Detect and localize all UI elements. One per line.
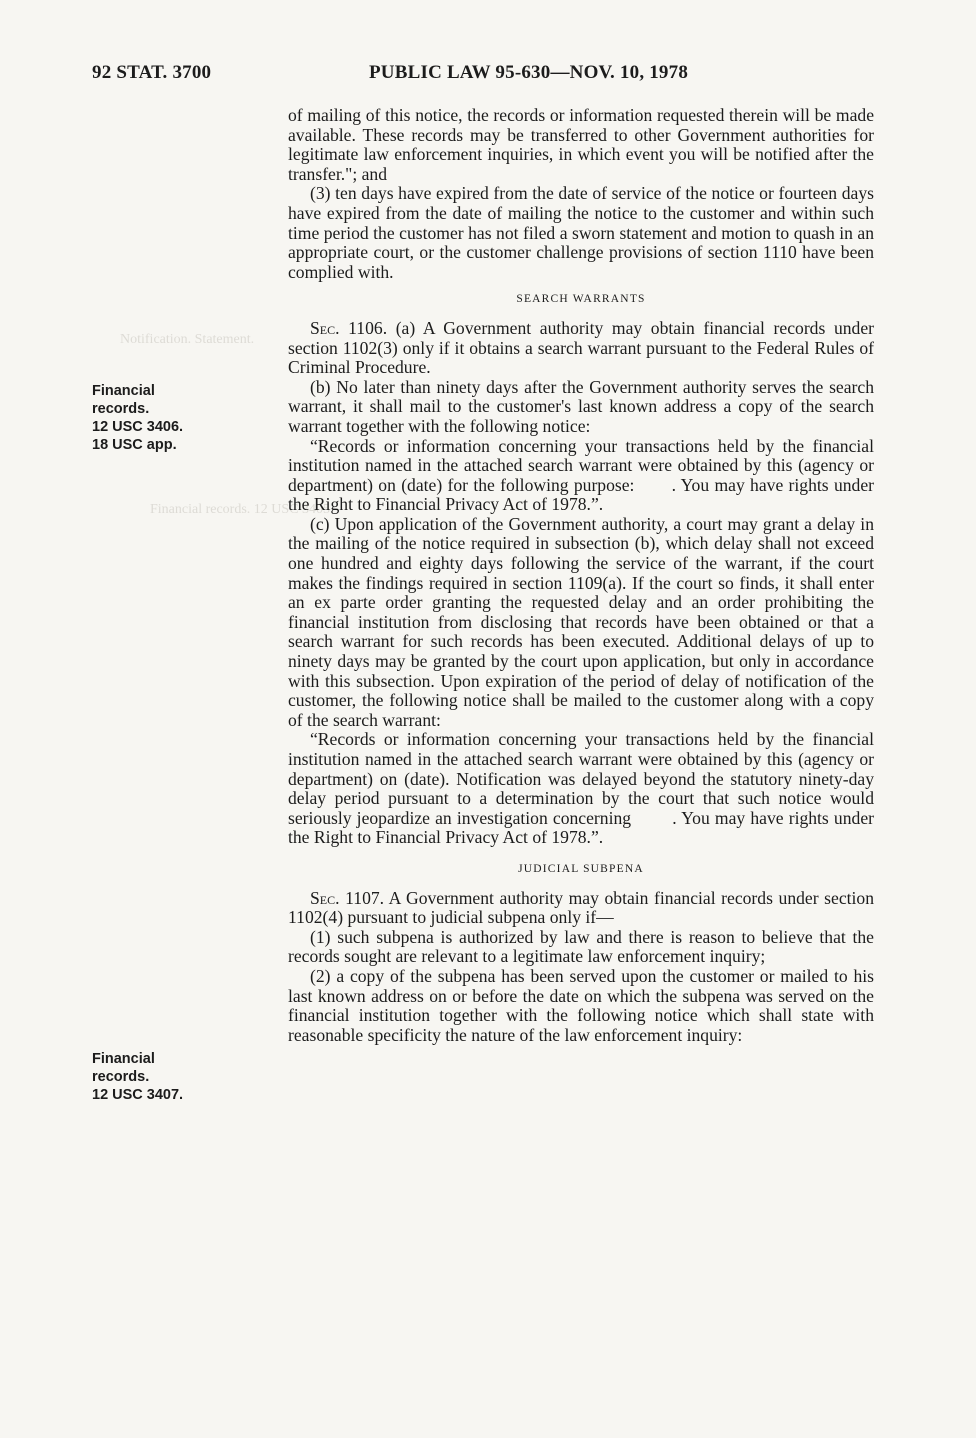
section-1106 <box>288 319 874 378</box>
section-heading-judicial-subpena: JUDICIAL SUBPENA <box>518 862 644 875</box>
section-label: Sec. <box>310 887 340 908</box>
bleed-through-text: Notification. Statement. <box>120 332 255 347</box>
margin-note-line: 18 USC app. <box>92 437 177 453</box>
statute-body <box>288 105 879 1045</box>
margin-note-line: Financial <box>92 1051 155 1067</box>
margin-note-line: 12 USC 3407. <box>92 1087 184 1103</box>
notice-continuation: of mailing of this notice, the records or information requested therein will be made available. These records may be transferred to other Government authorities for legitimate law enforcement inquiries, in which event you will be notified after the transfer."; and <box>288 105 874 184</box>
margin-note-line: 12 USC 3406. <box>92 419 184 435</box>
bleed-through-text: Financial records. 12 USC 3405 <box>150 502 331 517</box>
margin-note-1107 <box>92 1050 183 1104</box>
paragraph-3: (3) ten days have expired from the date of service of the notice or fourteen days have expired from the date of mailing the notice to the customer and within such time period the customer has not filed a sworn statement and motion to quash in an appropriate court, or the customer challenge provisions of section 1110 have been complied with. <box>288 183 874 282</box>
statute-page-number: 92 STAT. 3700 <box>92 62 212 83</box>
paragraph-1: (1) such subpena is authorized by law and there is reason to believe that the records sought are relevant to a legitimate law enforcement inquiry; <box>288 926 874 967</box>
notice-quote-1: “Records or information concerning your transactions held by the financial institution named in the attached search warrant were obtained by this (agency or department) on (date) for the following purpose: . You may have rights under the Right to Financial Privacy Act of 1978.”. <box>288 435 879 515</box>
section-1107 <box>288 889 874 928</box>
subsection-b: (b) No later than ninety days after the Government authority serves the search warrant, it shall mail to the customer's last known address a copy of the search warrant together with the following notice: <box>288 376 874 436</box>
paragraph-2: (2) a copy of the subpena has been served upon the customer or mailed to his last known address on or before the date on which the subpena was served on the financial institution together with the following notice which shall state with reasonable specificity the nature of the law enforcement inquiry: <box>288 965 874 1045</box>
section-heading-search-warrants: SEARCH WARRANTS <box>516 293 646 306</box>
section-1107-text: 1107. A Government authority may obtain financial records under section 1102(4) pursuant to judicial subpena only if— <box>288 887 874 928</box>
margin-note-line: records. <box>92 401 150 417</box>
margin-note-1106 <box>92 382 183 454</box>
margin-note-line: Financial <box>92 383 155 399</box>
section-1106-text: 1106. (a) A Government authority may obtain financial records under section 1102(3) only if it obtains a search warrant pursuant to the Federal Rules of Criminal Procedure. <box>288 317 874 378</box>
page-running-title: PUBLIC LAW 95-630—NOV. 10, 1978 <box>369 62 689 83</box>
section-label: Sec. <box>310 317 340 338</box>
notice-quote-2: “Records or information concerning your transactions held by the financial institution named in the attached search warrant were obtained by this (agency or department) on (date). Notification was delayed beyond the statutory ninety-day delay period pursuant to a determination by the court that such notice would seriously jeopardize an investigation concerning . You may have rights under the Right to Financial Privacy Act of 1978.”. <box>288 729 879 848</box>
subsection-c: (c) Upon application of the Government authority, a court may grant a delay in the mailing of the notice required in subsection (b), which delay shall not exceed one hundred and eighty days following the service of the warrant, if the court makes the findings required in section 1109(a). If the court so finds, it shall enter an ex parte order granting the requested delay and an order prohibiting the financial institution from disclosing that records have been obtained or that a search warrant for such records has been executed. Additional delays of up to ninety days may be granted by the court upon application, but only in accordance with this subsection. Upon expiration of the period of delay of notification of the customer, the following notice shall be mailed to the customer along with a copy of the search warrant: <box>288 513 874 730</box>
margin-note-line: records. <box>92 1069 150 1085</box>
